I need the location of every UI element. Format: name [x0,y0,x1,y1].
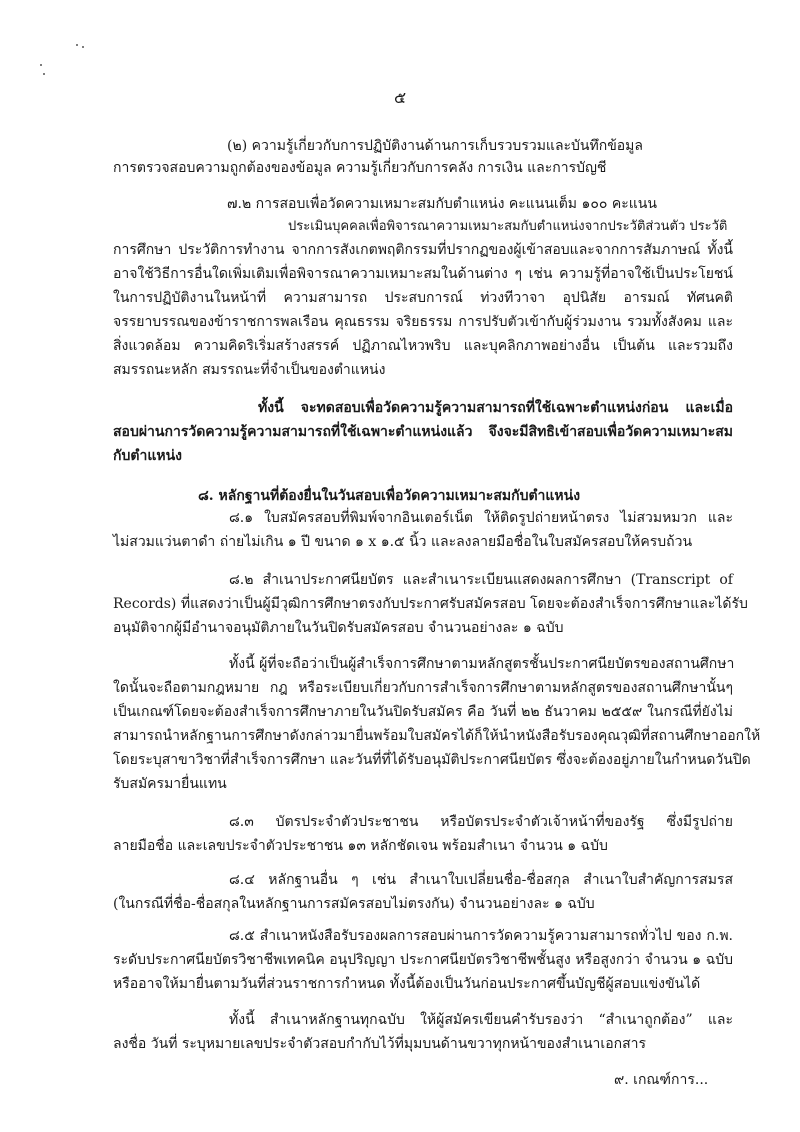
text-line: ลายมือชื่อ และเลขประจำตัวประชาชน ๑๓ หลักชัดเจน พร้อมสำเนา จำนวน ๑ ฉบับ [113,838,608,854]
text-line: ๘.๔ หลักฐานอื่น ๆ เช่น สำเนาใบเปลี่ยนชื่อ-ชื่อสกุล สำเนาใบสำคัญการสมรส [229,872,733,888]
text-line: จรรยาบรรณของข้าราชการพลเรือน คุณธรรม จริยธรรม การปรับตัวเข้ากับผู้ร่วมงาน รวมทั้งสังคม และ [113,314,733,330]
text-line: ทั้งนี้ ผู้ที่จะถือว่าเป็นผู้สำเร็จการศึกษาตามหลักสูตรชั้นประกาศนียบัตรของสถานศึกษา [229,656,735,672]
text-line: ๘.๓ บัตรประจำตัวประชาชน หรือบัตรประจำตัวเจ้าหน้าที่ของรัฐ ซึ่งมีรูปถ่าย [229,814,733,830]
text-line: (ในกรณีที่ชื่อ-ชื่อสกุลในหลักฐานการสมัครสอบไม่ตรงกัน) จำนวนอย่างละ ๑ ฉบับ [113,896,595,912]
text-line: ระดับประกาศนียบัตรวิชาชีพเทคนิค อนุปริญญา ประกาศนียบัตรวิชาชีพชั้นสูง หรือสูงกว่า จำนวน ๑ ฉบับ [113,952,733,968]
text-line: ประเมินบุคคลเพื่อพิจารณาความเหมาะสมกับตำแหน่งจากประวัติส่วนตัว ประวัติ [288,219,728,234]
section-7-2-heading: ๗.๒ การสอบเพื่อวัดความเหมาะสมกับตำแหน่ง คะแนนเต็ม ๑๐๐ คะแนน [227,196,657,212]
scan-speck [40,64,42,66]
section-8-heading: ๘. หลักฐานที่ต้องยื่นในวันสอบเพื่อวัดความเหมาะสมกับตำแหน่ง [198,488,581,504]
text-line: ทั้งนี้ สำเนาหลักฐานทุกฉบับ ให้ผู้สมัครเขียนคำรับรองว่า “สำเนาถูกต้อง” และ [229,1012,733,1028]
text-line: ๘.๕ สำเนาหนังสือรับรองผลการสอบผ่านการวัดความรู้ความสามารถทั่วไป ของ ก.พ. [229,928,733,944]
bold-note: สอบผ่านการวัดความรู้ความสามารถที่ใช้เฉพาะตำแหน่งแล้ว จึงจะมีสิทธิเข้าสอบเพื่อวัดความเหมาะสม [113,424,733,440]
text-line: หรืออาจให้มายื่นตามวันที่ส่วนราชการกำหนด ทั้งนี้ต้องเป็นวันก่อนประกาศขึ้นบัญชีผู้สอบแข่งขันได้ [113,976,701,992]
scan-speck [82,46,84,48]
text-line: การศึกษา ประวัติการทำงาน จากการสังเกตพฤติกรรมที่ปรากฏของผู้เข้าสอบและจากการสัมภาษณ์ ทั้งนี้ [113,242,733,258]
text-line: ใดนั้นจะถือตามกฎหมาย กฎ หรือระเบียบเกี่ยวกับการสำเร็จการศึกษาตามหลักสูตรของสถานศึกษานั้นๆ [113,680,733,696]
text-line: ไม่สวมแว่นตาดำ ถ่ายไม่เกิน ๑ ปี ขนาด ๑ x ๑.๕ นิ้ว และลงลายมือชื่อในใบสมัครสอบให้ครบถ้วน [113,534,693,550]
text-line: ๘.๒ สำเนาประกาศนียบัตร และสำเนาระเบียนแสดงผลการศึกษา (Transcript of [229,572,733,588]
text-line: เป็นเกณฑ์โดยจะต้องสำเร็จการศึกษาภายในวันปิดรับสมัคร คือ วันที่ ๒๒ ธันวาคม ๒๕๕๙ ในกรณีที่ยังไม่ [113,704,733,720]
scan-speck [76,44,78,46]
text-line: โดยระบุสาขาวิชาที่สำเร็จการศึกษา และวันที่ที่ได้รับอนุมัติประกาศนียบัตร ซึ่งจะต้องอยู่ภายในกำหนดวันปิด [113,752,751,768]
bold-note: ทั้งนี้ จะทดสอบเพื่อวัดความรู้ความสามารถที่ใช้เฉพาะตำแหน่งก่อน และเมื่อ [258,400,733,416]
text-line: สมรรถนะหลัก สมรรถนะที่จำเป็นของตำแหน่ง [113,362,386,378]
text-line: ลงชื่อ วันที่ ระบุหมายเลขประจำตัวสอบกำกับไว้ที่มุมบนด้านขวาทุกหน้าของสำเนาเอกสาร [113,1036,647,1052]
text-line: ๘.๑ ใบสมัครสอบที่พิมพ์จากอินเตอร์เน็ต ให้ติดรูปถ่ายหน้าตรง ไม่สวมหมวก และ [229,510,733,526]
text-line: (๒) ความรู้เกี่ยวกับการปฏิบัติงานด้านการเก็บรวบรวมและบันทึกข้อมูล [227,138,643,154]
continuation-marker: ๙. เกณฑ์การ... [614,1072,709,1088]
text-line: Records) ที่แสดงว่าเป็นผู้มีวุฒิการศึกษาตรงกับประกาศรับสมัครสอบ โดยจะต้องสำเร็จการศึกษาและได้รับ [113,596,748,612]
text-line: รับสมัครมายื่นแทน [113,776,227,792]
text-line: ในการปฏิบัติงานในหน้าที่ ความสามารถ ประสบการณ์ ท่วงทีวาจา อุปนิสัย อารมณ์ ทัศนคติ [113,290,733,306]
text-line: อาจใช้วิธีการอื่นใดเพิ่มเติมเพื่อพิจารณาความเหมาะสมในด้านต่าง ๆ เช่น ความรู้ที่อาจใช้เป็นประโยชน์ [113,266,733,282]
text-line: สิ่งแวดล้อม ความคิดริเริ่มสร้างสรรค์ ปฏิภาณไหวพริบ และบุคลิกภาพอย่างอื่น เป็นต้น และรวมถึง [113,338,733,354]
text-line: การตรวจสอบความถูกต้องของข้อมูล ความรู้เกี่ยวกับการคลัง การเงิน และการบัญชี [113,160,607,176]
bold-note: กับตำแหน่ง [113,448,182,464]
page-number: ๕ [393,88,407,107]
text-line: สามารถนำหลักฐานการศึกษาดังกล่าวมายื่นพร้อมใบสมัครได้ก็ให้นำหนังสือรับรองคุณวุฒิที่สถานศึกษาออกให้ [113,728,761,744]
text-line: อนุมัติจากผู้มีอำนาจอนุมัติภายในวันปิดรับสมัครสอบ จำนวนอย่างละ ๑ ฉบับ [113,620,564,636]
scan-speck [43,73,45,75]
